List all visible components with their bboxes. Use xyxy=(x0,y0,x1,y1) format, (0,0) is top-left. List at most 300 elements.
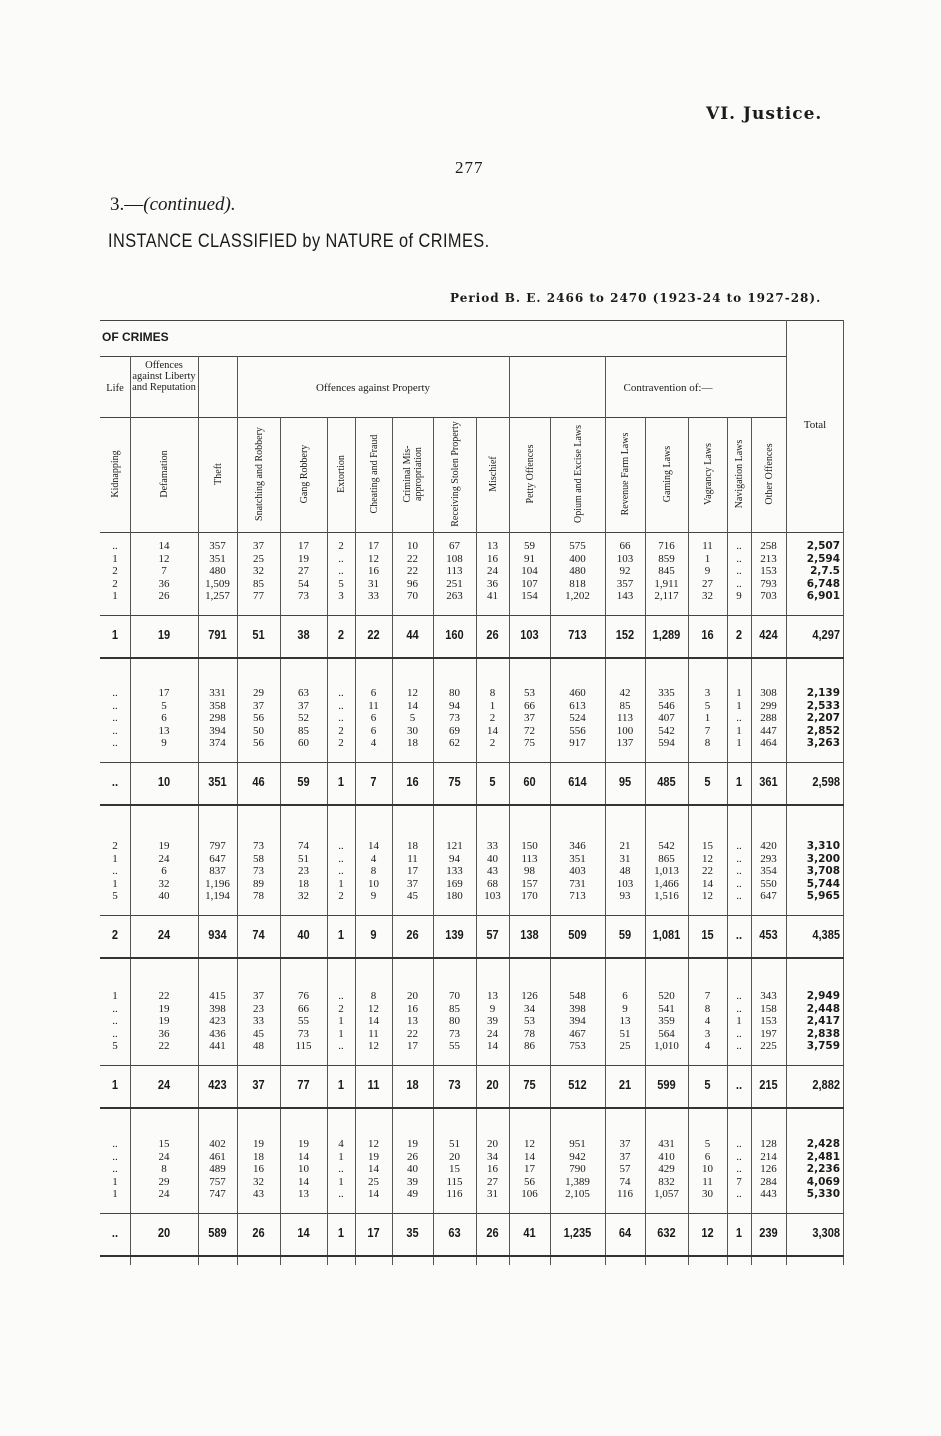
table-cell: 6 xyxy=(161,712,167,725)
table-cell: 19 xyxy=(158,1002,170,1015)
table-cell: 36 xyxy=(158,577,170,590)
summary-cell: 16 xyxy=(406,774,419,789)
table-cell: 1,194 xyxy=(205,890,230,903)
table-cell: .. xyxy=(736,1163,742,1176)
table-cell: 73 xyxy=(298,1027,309,1040)
table-cell: 74 xyxy=(298,840,309,852)
table-cell: 13 xyxy=(298,1188,309,1201)
table-cell: 39 xyxy=(487,1015,498,1028)
table-cell: 24 xyxy=(158,852,170,865)
table-cell: 3,759 xyxy=(806,1040,840,1053)
summary-cell: 40 xyxy=(297,927,310,942)
table-cell: .. xyxy=(736,540,742,552)
table-cell: 17 xyxy=(524,1163,535,1176)
table-cell: 80 xyxy=(449,1015,460,1028)
table-cell: .. xyxy=(736,890,742,903)
table-cell: 12 xyxy=(407,687,418,699)
table-cell: 12 xyxy=(368,1002,379,1015)
table-cell: 460 xyxy=(569,687,586,699)
table-cell: 103 xyxy=(484,890,501,903)
table-cell: 58 xyxy=(253,852,264,865)
table-cell: .. xyxy=(736,1040,742,1053)
table-cell: 27 xyxy=(487,1175,498,1188)
table-cell: 1 xyxy=(338,1175,344,1188)
table-cell: 1,196 xyxy=(205,877,230,890)
table-cell: 33 xyxy=(487,840,498,852)
table-cell: 14 xyxy=(298,1175,309,1188)
table-cell: 26 xyxy=(158,590,170,603)
table-cell: 6 xyxy=(161,865,167,878)
table-cell: 299 xyxy=(760,699,777,712)
table-cell: 12 xyxy=(702,890,713,903)
table-cell: .. xyxy=(112,737,118,750)
table-cell: 2 xyxy=(489,737,496,750)
table-cell: 26 xyxy=(407,1150,418,1163)
table-cell: 5 xyxy=(704,699,711,712)
table-cell: 5 xyxy=(161,699,167,712)
table-cell: 251 xyxy=(446,577,463,590)
table-cell: 59 xyxy=(524,540,535,552)
table-cell: 3 xyxy=(704,687,711,699)
table-cell: 25 xyxy=(253,552,264,565)
summary-cell: 59 xyxy=(618,927,632,942)
table-cell: 2,105 xyxy=(565,1188,590,1201)
table-cell: 1,057 xyxy=(654,1188,679,1201)
table-cell: 42 xyxy=(619,687,631,699)
column-header-9 xyxy=(433,417,476,532)
table-cell: 153 xyxy=(760,1015,777,1028)
summary-cell: 1 xyxy=(337,1225,345,1240)
table-cell: 357 xyxy=(616,577,634,590)
table-cell: 36 xyxy=(158,1027,170,1040)
table-cell: 37 xyxy=(619,1150,631,1163)
table-cell: 126 xyxy=(521,990,538,1002)
table-cell: 16 xyxy=(487,1163,498,1176)
rule-block-1 xyxy=(100,615,844,616)
summary-cell: 1 xyxy=(735,774,743,789)
table-cell: 4 xyxy=(704,1040,711,1053)
table-cell: 343 xyxy=(760,990,777,1002)
table-cell: .. xyxy=(112,1015,118,1028)
table-cell: 2 xyxy=(112,577,118,590)
table-cell: 542 xyxy=(658,840,675,852)
summary-cell: 1 xyxy=(111,1077,119,1092)
table-cell: .. xyxy=(112,1027,118,1040)
table-cell: 1 xyxy=(112,852,118,865)
table-cell: 17 xyxy=(368,540,379,552)
summary-cell: 24 xyxy=(157,1077,171,1092)
table-cell: .. xyxy=(736,865,742,878)
summary-cell: 424 xyxy=(759,627,778,642)
table-cell: 407 xyxy=(658,712,675,725)
column-header-4 xyxy=(237,417,280,532)
table-cell: 22 xyxy=(407,1027,418,1040)
table-cell: 115 xyxy=(295,1040,312,1053)
table-cell: 5 xyxy=(338,577,344,590)
column-header-label: Revenue Farm Laws xyxy=(619,432,631,516)
table-cell: 14 xyxy=(158,540,170,552)
table-cell: 647 xyxy=(760,890,777,903)
table-cell: 17 xyxy=(407,865,418,878)
summary-cell: 791 xyxy=(208,627,227,642)
table-cell: 3 xyxy=(704,1027,711,1040)
table-cell: 225 xyxy=(760,1040,777,1053)
table-cell: 731 xyxy=(569,877,586,890)
summary-cell: 2 xyxy=(337,627,345,642)
table-cell: 2 xyxy=(338,737,344,750)
summary-cell: 64 xyxy=(618,1225,632,1240)
table-cell: 89 xyxy=(253,877,264,890)
table-cell: 37 xyxy=(253,540,264,552)
table-cell: 16 xyxy=(487,552,498,565)
table-cell: 403 xyxy=(569,865,586,878)
rule-block-5 xyxy=(100,1213,844,1214)
table-cell: 3,200 xyxy=(806,852,840,865)
summary-cell: 35 xyxy=(406,1225,419,1240)
table-cell: 39 xyxy=(407,1175,418,1188)
table-cell: 86 xyxy=(524,1040,535,1053)
table-cell: 51 xyxy=(619,1027,631,1040)
table-cell: 288 xyxy=(760,712,777,725)
table-cell: 85 xyxy=(253,577,264,590)
table-cell: 2 xyxy=(489,712,496,725)
table-cell: 354 xyxy=(760,865,777,878)
table-cell: 520 xyxy=(658,990,675,1002)
table-cell: 19 xyxy=(368,1150,379,1163)
table-cell: 13 xyxy=(619,1015,631,1028)
summary-cell: 63 xyxy=(448,1225,461,1240)
column-header-label: Mischief xyxy=(487,456,498,492)
table-cell: 1 xyxy=(736,1015,742,1028)
summary-cell: 60 xyxy=(523,774,536,789)
table-cell: 23 xyxy=(253,1002,264,1015)
table-cell: 158 xyxy=(760,1002,777,1015)
table-cell: 43 xyxy=(253,1188,264,1201)
table-cell: .. xyxy=(338,565,344,578)
column-header-label: Extortion xyxy=(335,455,347,493)
table-cell: 15 xyxy=(702,840,713,852)
table-cell: 19 xyxy=(253,1138,264,1150)
summary-cell: .. xyxy=(111,1225,119,1240)
table-cell: 22 xyxy=(407,565,418,578)
table-cell: 115 xyxy=(446,1175,463,1188)
table-cell: 1 xyxy=(112,552,118,565)
column-rule xyxy=(605,356,606,1265)
summary-cell: .. xyxy=(735,927,743,942)
table-cell: 45 xyxy=(407,890,418,903)
table-cell: 143 xyxy=(616,590,634,603)
table-cell: 113 xyxy=(446,565,463,578)
summary-cell: 44 xyxy=(406,627,419,642)
table-cell: 5 xyxy=(112,1040,118,1053)
table-cell: 180 xyxy=(446,890,463,903)
table-cell: 6 xyxy=(704,1150,711,1163)
table-cell: 133 xyxy=(446,865,463,878)
table-cell: 1 xyxy=(736,724,742,737)
table-cell: 308 xyxy=(760,687,777,699)
column-header-label: Navigation Laws xyxy=(733,439,745,509)
table-cell: .. xyxy=(338,552,344,565)
table-cell: 23 xyxy=(298,865,309,878)
table-cell: 10 xyxy=(298,1163,309,1176)
table-cell: 2,481 xyxy=(806,1150,840,1163)
table-cell: 70 xyxy=(449,990,460,1002)
table-cell: 24 xyxy=(487,1027,498,1040)
column-rule xyxy=(509,356,510,1265)
summary-cell: 1 xyxy=(337,1077,345,1092)
rule-block-end xyxy=(100,804,844,806)
table-cell: 36 xyxy=(487,577,498,590)
table-cell: 85 xyxy=(619,699,631,712)
table-cell: 2,838 xyxy=(806,1027,840,1040)
table-cell: 374 xyxy=(209,737,226,750)
table-cell: 713 xyxy=(569,890,586,903)
summary-cell: 57 xyxy=(486,927,499,942)
summary-cell: 5 xyxy=(489,774,496,789)
table-cell: 17 xyxy=(158,687,170,699)
table-cell: 48 xyxy=(253,1040,264,1053)
summary-cell: 1 xyxy=(111,627,119,642)
table-cell: .. xyxy=(338,1163,344,1176)
summary-cell: 26 xyxy=(486,1225,499,1240)
table-cell: 14 xyxy=(368,840,379,852)
table-cell: .. xyxy=(338,712,344,725)
table-cell: .. xyxy=(736,712,742,725)
table-cell: 6 xyxy=(370,687,377,699)
table-cell: 37 xyxy=(619,1138,631,1150)
table-cell: .. xyxy=(736,990,742,1002)
table-cell: 56 xyxy=(253,737,264,750)
table-cell: .. xyxy=(736,1138,742,1150)
table-cell: 14 xyxy=(368,1163,379,1176)
table-cell: 116 xyxy=(446,1188,463,1201)
section-title: VI. Justice. xyxy=(706,104,823,124)
table-cell: 331 xyxy=(209,687,226,699)
summary-cell: 239 xyxy=(759,1225,778,1240)
table-cell: 32 xyxy=(298,890,309,903)
table-cell: 1,013 xyxy=(654,865,679,878)
column-header-8 xyxy=(392,417,433,532)
summary-cell: 1 xyxy=(337,774,345,789)
table-cell: 8 xyxy=(704,737,711,750)
table-cell: 34 xyxy=(487,1150,498,1163)
table-cell: 37 xyxy=(253,699,264,712)
table-cell: 19 xyxy=(298,1138,309,1150)
summary-cell: 4,297 xyxy=(812,627,840,642)
table-cell: 9 xyxy=(622,1002,628,1015)
table-cell: 19 xyxy=(407,1138,418,1150)
table-cell: 74 xyxy=(619,1175,631,1188)
column-header-1 xyxy=(100,417,130,532)
table-cell: 2,117 xyxy=(654,590,679,603)
summary-cell: 138 xyxy=(520,927,539,942)
table-cell: 31 xyxy=(368,577,379,590)
table-cell: 49 xyxy=(407,1188,418,1201)
rule-caption xyxy=(100,356,786,357)
summary-cell: .. xyxy=(735,1077,743,1092)
table-cell: 2,139 xyxy=(806,687,840,699)
table-cell: 51 xyxy=(298,852,309,865)
table-cell: 1,389 xyxy=(565,1175,590,1188)
table-cell: 6,901 xyxy=(806,590,840,603)
table-cell: 358 xyxy=(209,699,226,712)
table-cell: 8 xyxy=(704,1002,711,1015)
rule-block-4 xyxy=(100,1065,844,1066)
table-cell: 76 xyxy=(298,990,309,1002)
summary-cell: 95 xyxy=(618,774,632,789)
table-cell: 72 xyxy=(524,724,535,737)
table-cell: 8 xyxy=(489,687,496,699)
table-cell: 100 xyxy=(616,724,634,737)
table-cell: 2 xyxy=(338,1002,344,1015)
table-cell: 2,428 xyxy=(806,1138,840,1150)
table-cell: 14 xyxy=(524,1150,535,1163)
column-header-14 xyxy=(645,417,688,532)
summary-cell: 41 xyxy=(523,1225,536,1240)
summary-cell: 713 xyxy=(568,627,587,642)
table-cell: 757 xyxy=(209,1175,226,1188)
table-cell: 1,257 xyxy=(205,590,230,603)
table-cell: 351 xyxy=(569,852,586,865)
table-cell: 55 xyxy=(298,1015,309,1028)
table-cell: 3 xyxy=(338,590,344,603)
table-cell: 351 xyxy=(209,552,226,565)
table-cell: 550 xyxy=(760,877,777,890)
table-cell: 12 xyxy=(158,552,170,565)
summary-cell: 5 xyxy=(704,774,711,789)
table-cell: 154 xyxy=(521,590,538,603)
summary-cell: 22 xyxy=(367,627,380,642)
table-cell: 13 xyxy=(158,724,170,737)
table-cell: 20 xyxy=(487,1138,498,1150)
summary-cell: 14 xyxy=(297,1225,310,1240)
table-cell: 716 xyxy=(658,540,675,552)
table-cell: 17 xyxy=(298,540,309,552)
table-cell: 2,448 xyxy=(806,1002,840,1015)
table-cell: 37 xyxy=(253,990,264,1002)
summary-cell: 11 xyxy=(367,1077,380,1092)
table-cell: 335 xyxy=(658,687,675,699)
table-cell: 5 xyxy=(112,890,118,903)
summary-cell: 38 xyxy=(297,627,310,642)
table-cell: 137 xyxy=(616,737,634,750)
table-cell: 951 xyxy=(569,1138,586,1150)
column-header-15 xyxy=(688,417,727,532)
table-cell: 524 xyxy=(569,712,586,725)
summary-cell: 74 xyxy=(252,927,265,942)
table-cell: .. xyxy=(112,687,118,699)
table-cell: 575 xyxy=(569,540,586,552)
table-cell: 1 xyxy=(338,1015,344,1028)
table-cell: 3,263 xyxy=(806,737,840,750)
table-cell: 1 xyxy=(112,1175,118,1188)
table-cell: 7 xyxy=(704,724,711,737)
table-cell: 5,965 xyxy=(806,890,840,903)
table-cell: .. xyxy=(736,1188,742,1201)
summary-cell: 12 xyxy=(701,1225,714,1240)
table-cell: 213 xyxy=(760,552,777,565)
table-cell: .. xyxy=(112,699,118,712)
table-cell: 548 xyxy=(569,990,586,1002)
table-cell: 10 xyxy=(702,1163,713,1176)
table-cell: 51 xyxy=(449,1138,460,1150)
table-cell: 346 xyxy=(569,840,586,852)
summary-cell: 2,598 xyxy=(812,774,840,789)
summary-cell: 423 xyxy=(208,1077,227,1092)
table-cell: 54 xyxy=(298,577,309,590)
summary-cell: 152 xyxy=(615,627,635,642)
table-cell: .. xyxy=(736,852,742,865)
table-cell: 37 xyxy=(524,712,535,725)
summary-cell: 59 xyxy=(297,774,310,789)
table-cell: 126 xyxy=(760,1163,777,1176)
table-cell: 31 xyxy=(487,1188,498,1201)
table-cell: 104 xyxy=(521,565,538,578)
table-cell: .. xyxy=(338,1040,344,1053)
table-cell: 128 xyxy=(760,1138,777,1150)
summary-cell: 26 xyxy=(486,627,499,642)
table-cell: 18 xyxy=(298,877,309,890)
table-cell: 284 xyxy=(760,1175,777,1188)
table-cell: 1 xyxy=(338,877,344,890)
summary-cell: 351 xyxy=(208,774,227,789)
table-cell: 29 xyxy=(253,687,264,699)
table-cell: 5 xyxy=(409,712,416,725)
table-cell: 8 xyxy=(370,865,377,878)
table-cell: 541 xyxy=(658,1002,675,1015)
table-cell: 12 xyxy=(524,1138,535,1150)
table-cell: 464 xyxy=(760,737,777,750)
table-cell: 423 xyxy=(209,1015,226,1028)
summary-cell: 73 xyxy=(448,1077,461,1092)
table-cell: 69 xyxy=(449,724,460,737)
table-cell: 18 xyxy=(253,1150,264,1163)
table-cell: 19 xyxy=(298,552,309,565)
summary-cell: 19 xyxy=(157,627,171,642)
table-cell: 5 xyxy=(704,1138,711,1150)
table-cell: 942 xyxy=(569,1150,586,1163)
group-life: Life xyxy=(106,383,124,394)
table-cell: 2,207 xyxy=(806,712,840,725)
table-cell: .. xyxy=(338,1188,344,1201)
rule-block-end xyxy=(100,1255,844,1257)
table-cell: 2,507 xyxy=(806,540,840,552)
table-cell: 20 xyxy=(407,990,418,1002)
table-cell: 797 xyxy=(209,840,226,852)
table-cell: 556 xyxy=(569,724,586,737)
table-cell: 1 xyxy=(112,990,118,1002)
summary-cell: 75 xyxy=(448,774,461,789)
table-cell: 33 xyxy=(368,590,379,603)
table-cell: 24 xyxy=(158,1150,170,1163)
summary-cell: 1,081 xyxy=(652,927,681,942)
table-cell: 489 xyxy=(209,1163,226,1176)
table-cell: .. xyxy=(736,552,742,565)
table-cell: 6,748 xyxy=(806,577,840,590)
group-contravention: Contravention of:— xyxy=(623,382,713,394)
table-cell: 415 xyxy=(209,990,226,1002)
table-cell: 14 xyxy=(298,1150,309,1163)
table-cell: 85 xyxy=(449,1002,460,1015)
summary-cell: 15 xyxy=(701,927,714,942)
column-rule xyxy=(237,356,238,1265)
table-cell: 8 xyxy=(370,990,377,1002)
summary-cell: 3,308 xyxy=(812,1225,840,1240)
table-cell: 63 xyxy=(298,687,309,699)
summary-cell: 509 xyxy=(568,927,587,942)
table-cell: 73 xyxy=(298,590,309,603)
table-cell: 2 xyxy=(338,540,344,552)
